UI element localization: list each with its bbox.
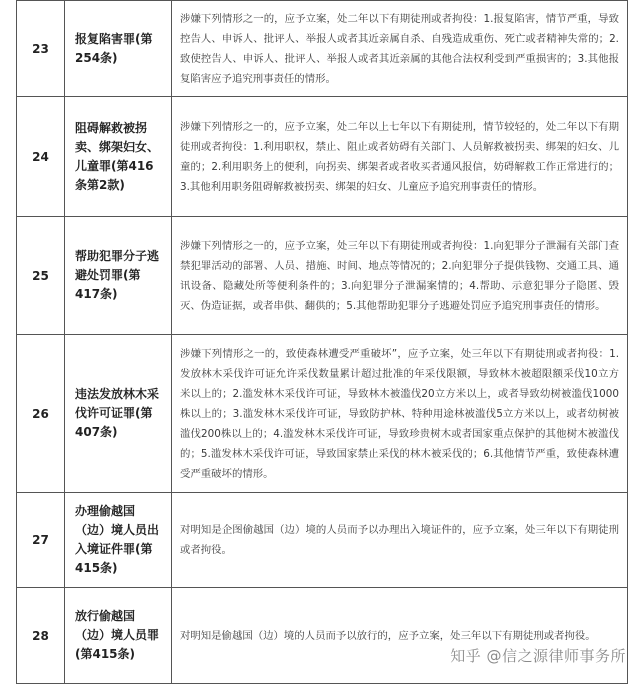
row-number: 23	[17, 1, 65, 97]
crime-name: 阻碍解救被拐卖、绑架妇女、儿童罪(第416条第2款)	[65, 97, 172, 217]
table-row	[17, 493, 628, 588]
table-row	[17, 217, 628, 335]
crime-description: 对明知是企图偷越国（边）境的人员而予以办理出入境证件的，应予立案，处三年以下有期徒刑或者拘役。	[172, 493, 628, 588]
crime-name: 帮助犯罪分子逃避处罚罪(第417条)	[65, 217, 172, 335]
crime-name: 办理偷越国（边）境人员出入境证件罪(第415条)	[65, 493, 172, 588]
row-number: 28	[17, 588, 65, 684]
watermark: 知乎 @信之源律师事务所	[450, 647, 626, 665]
crime-description: 涉嫌下列情形之一的，致使森林遭受严重破坏”，应予立案，处三年以下有期徒刑或者拘役：1.发放林木采伐许可证允许采伐数量累计超过批准的年采伐限额，导致林木被超限额采伐10立方米以上的；2.滥发林木采伐许可证，导致林木被滥伐20立方米以上，或者导致幼树被滥伐1000株以上的；3.滥发林木采伐许可证，导致防护林、特种用途林被滥伐5立方米以上，或者幼树被滥伐200株以上的；4.滥发林木采伐许可证，导致珍贵树木或者国家重点保护的其他树木被滥伐的；5.滥发林木采伐许可证，导致国家禁止采伐的林木被采伐的；6.其他情节严重，致使森林遭受严重破坏的情形。	[172, 335, 628, 493]
row-number: 24	[17, 97, 65, 217]
table-row	[17, 97, 628, 217]
legal-table	[16, 0, 628, 684]
row-number: 26	[17, 335, 65, 493]
table-row	[17, 1, 628, 97]
row-number: 27	[17, 493, 65, 588]
crime-description: 对明知是偷越国（边）境的人员而予以放行的，应予立案，处三年以下有期徒刑或者拘役。	[172, 588, 628, 684]
table-row	[17, 588, 628, 684]
crime-description: 涉嫌下列情形之一的，应予立案，处二年以上七年以下有期徒刑，情节较轻的，处二年以下有期徒刑或者拘役：1.利用职权，禁止、阻止或者妨碍有关部门、人员解救被拐卖、绑架的妇女、儿童的；2.利用职务上的便利，向拐卖、绑架者或者收买者通风报信，妨碍解救工作正常进行的；3.其他利用职务阻碍解救被拐卖、绑架的妇女、儿童应予追究刑事责任的情形。	[172, 97, 628, 217]
crime-description: 涉嫌下列情形之一的，应予立案，处二年以下有期徒刑或者拘役：1.报复陷害，情节严重，导致控告人、申诉人、批评人、举报人或者其近亲属自杀、自残造成重伤、死亡或者精神失常的；2.致使控告人、申诉人、批评人、举报人或者其近亲属的其他合法权利受到严重损害的；3.其他报复陷害应予追究刑事责任的情形。	[172, 1, 628, 97]
crime-name: 放行偷越国（边）境人员罪(第415条)	[65, 588, 172, 684]
crime-name: 报复陷害罪(第254条)	[65, 1, 172, 97]
crime-name: 违法发放林木采伐许可证罪(第407条)	[65, 335, 172, 493]
crime-description: 涉嫌下列情形之一的，应予立案，处三年以下有期徒刑或者拘役：1.向犯罪分子泄漏有关部门查禁犯罪活动的部署、人员、措施、时间、地点等情况的；2.向犯罪分子提供钱物、交通工具、通讯设备、隐藏处所等便利条件的；3.向犯罪分子泄漏案情的；4.帮助、示意犯罪分子隐匿、毁灭、伪造证据，或者串供、翻供的；5.其他帮助犯罪分子逃避处罚应予追究刑事责任的情形。	[172, 217, 628, 335]
table-row	[17, 335, 628, 493]
row-number: 25	[17, 217, 65, 335]
